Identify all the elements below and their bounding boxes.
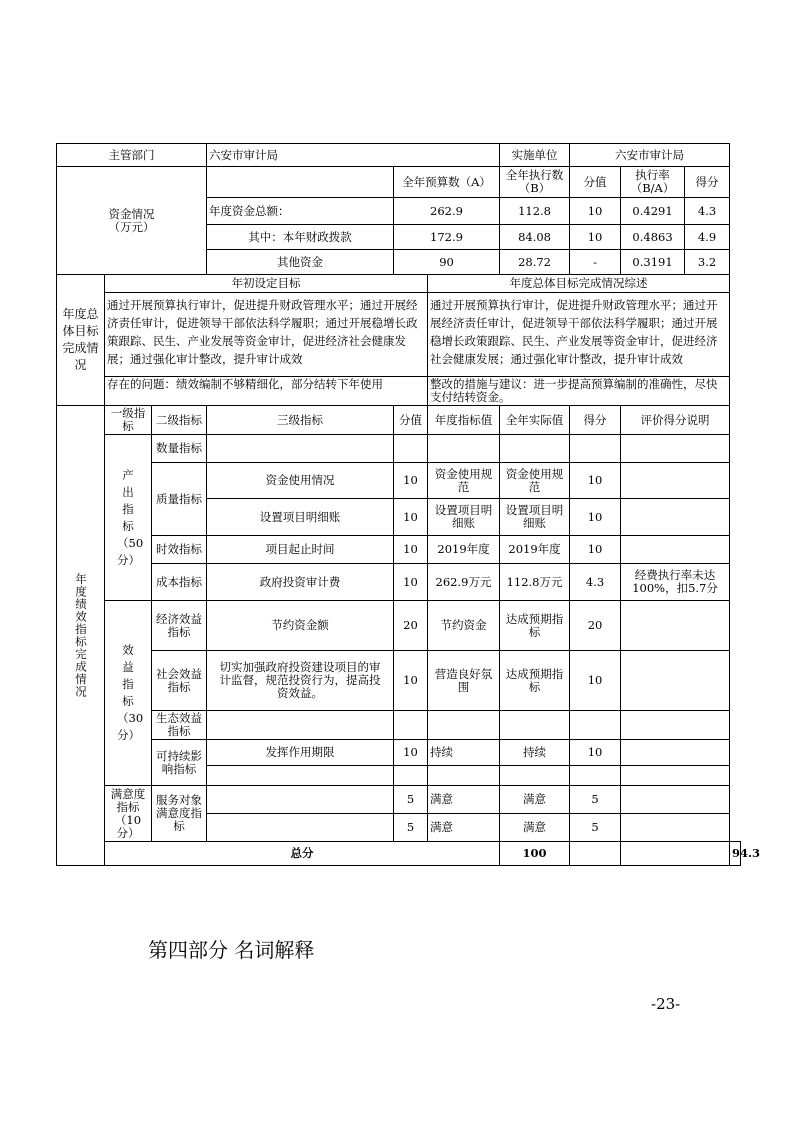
performance-table-container: [56, 143, 761, 866]
benefit-row-actual: 持续: [500, 740, 570, 766]
output-row-actual: 112.8万元: [500, 564, 570, 601]
sat-row-target: 满意: [428, 786, 500, 814]
initial-header: 年初设定目标: [105, 275, 428, 293]
output-quantity-row: [57, 435, 741, 463]
benefit-row-score: 10: [570, 740, 621, 766]
funds-row-value: 10: [570, 225, 621, 250]
output-row-note: [621, 536, 730, 564]
total-row: [57, 842, 741, 866]
measures-text: 整改的措施与建议：进一步提高预算编制的准确性，尽快支付结转资金。: [428, 377, 730, 406]
sat-row-value: 5: [394, 786, 428, 814]
output-row-score: 10: [570, 536, 621, 564]
output-row: [57, 564, 741, 601]
page-number: -23-: [651, 995, 681, 1013]
impl-value: 六安市审计局: [570, 144, 730, 167]
benefit-label: 效益指标（30分）: [117, 643, 144, 742]
output-row-actual: 设置项目明细账: [500, 499, 570, 536]
benefit-row-score: 10: [570, 651, 621, 711]
benefit-row-target: 持续: [428, 740, 500, 766]
satisfaction-sub: 服务对象满意度指标: [152, 786, 207, 842]
benefit-label-cell: [105, 601, 152, 786]
funds-row-rate-score: [621, 225, 730, 250]
funds-row-score: 4.9: [697, 229, 717, 244]
funds-header-row: [57, 167, 741, 198]
output-row-target: 设置项目明细账: [428, 499, 500, 536]
hdr-level1: 一级指标: [105, 406, 152, 435]
hdr-value: 分值: [394, 406, 428, 435]
sat-row-actual: 满意: [500, 814, 570, 842]
col-budget: 全年预算数（A）: [394, 167, 500, 198]
output-row-target: 2019年度: [428, 536, 500, 564]
output-row-value: 10: [394, 564, 428, 601]
funds-blank-cell: [207, 167, 394, 198]
header-row: [57, 144, 741, 167]
benefit-row-target: 营造良好氛围: [428, 651, 500, 711]
funds-row-value: -: [570, 250, 621, 275]
quantity-label: 数量指标: [152, 435, 207, 463]
funds-row-score: 3.2: [697, 254, 717, 269]
benefit-row-name: 发挥作用期限: [207, 740, 394, 766]
economic-label: 经济效益指标: [152, 601, 207, 651]
timeliness-label: 时效指标: [152, 536, 207, 564]
funds-row-budget: 172.9: [394, 225, 500, 250]
output-row-name: 资金使用情况: [207, 463, 394, 499]
benefit-row-name: 节约资金额: [207, 601, 394, 651]
funds-row-name: 年度资金总额：: [207, 198, 394, 225]
section-title: 第四部分 名词解释: [148, 938, 315, 962]
goals-header-row: [57, 275, 741, 293]
benefit-row: [57, 601, 741, 651]
funds-row-rate: 0.3191: [621, 250, 685, 274]
col-score: 得分: [695, 174, 719, 189]
sat-row-actual: 满意: [500, 786, 570, 814]
hdr-score: 得分: [570, 406, 621, 435]
satisfaction-row: [57, 786, 741, 814]
perf-header-row: [57, 406, 741, 435]
output-row-note: [621, 499, 730, 536]
benefit-row-value: 10: [394, 651, 428, 711]
funds-row-exec: 28.72: [500, 250, 570, 275]
impl-label: 实施单位: [500, 144, 570, 167]
benefit-row-actual: 达成预期指标: [500, 651, 570, 711]
benefit-row-name: 切实加强政府投资建设项目的审计监督，规范投资行为，提高投资效益。: [207, 651, 394, 711]
cost-label: 成本指标: [152, 564, 207, 601]
funds-row-exec: 84.08: [500, 225, 570, 250]
satisfaction-label: 满意度指标（10分）: [105, 786, 152, 842]
benefit-row-value: 10: [394, 740, 428, 766]
output-row-value: 10: [394, 499, 428, 536]
benefit-row-score: 20: [570, 601, 621, 651]
sustainable-label: 可持续影响指标: [152, 740, 207, 786]
hdr-level3: 三级指标: [207, 406, 394, 435]
col-exec: 全年执行数（B）: [500, 167, 570, 198]
benefit-row: [57, 740, 741, 766]
summary-header: 年度总体目标完成情况综述: [428, 275, 730, 293]
goals-problem-row: [57, 377, 741, 406]
benefit-ecological-row: [57, 711, 741, 740]
goals-text-row: [57, 293, 741, 377]
funds-row-rate-score: [621, 198, 730, 225]
summary-text: 通过开展预算执行审计，促进提升财政管理水平；通过开展经济责任审计，促进领导干部依法科学履职；通过开展稳增长政策跟踪、民生、产业发展等资金审计，促进经济社会健康发展；通过强化审计整改，提升审计成效: [428, 293, 730, 377]
output-row-value: 10: [394, 463, 428, 499]
output-row-target: 262.9万元: [428, 564, 500, 601]
dept-value: 六安市审计局: [207, 144, 500, 167]
output-row-name: 设置项目明细账: [207, 499, 394, 536]
benefit-row-target: 节约资金: [428, 601, 500, 651]
total-label: 总分: [105, 842, 500, 866]
output-row-score: 10: [570, 463, 621, 499]
funds-row-value: 10: [570, 198, 621, 225]
funds-row-name: 其他资金: [207, 250, 394, 275]
output-row-note: [621, 463, 730, 499]
output-row: [57, 536, 741, 564]
col-rate: 执行率（B/A）: [621, 167, 685, 197]
problems-text: 存在的问题：绩效编制不够精细化，部分结转下年使用: [105, 377, 428, 406]
output-row-name: 项目起止时间: [207, 536, 394, 564]
output-row-name: 政府投资审计费: [207, 564, 394, 601]
performance-evaluation-table: [56, 143, 761, 866]
funds-row-exec: 112.8: [500, 198, 570, 225]
total-score: 94.3: [730, 842, 741, 866]
benefit-row-value: 20: [394, 601, 428, 651]
output-label: 产出指标（50分）: [117, 467, 144, 567]
goals-label-cell: [57, 275, 105, 406]
output-row-score: 4.3: [570, 564, 621, 601]
funds-row-budget: 262.9: [394, 198, 500, 225]
funds-row-name: 其中：本年财政拨款: [207, 225, 394, 250]
sat-row-target: 满意: [428, 814, 500, 842]
ecological-label: 生态效益指标: [152, 711, 207, 740]
col-score-value: 分值: [570, 167, 621, 198]
output-row-value: 10: [394, 536, 428, 564]
output-row-actual: 2019年度: [500, 536, 570, 564]
quality-label: 质量指标: [152, 463, 207, 536]
hdr-target: 年度指标值: [428, 406, 500, 435]
output-row-actual: 资金使用规范: [500, 463, 570, 499]
funds-row-score: 4.3: [697, 203, 717, 218]
total-value: 100: [500, 842, 570, 866]
sat-row-score: 5: [570, 786, 621, 814]
output-row-target: 资金使用规范: [428, 463, 500, 499]
hdr-level2: 二级指标: [152, 406, 207, 435]
perf-label-cell: [57, 406, 105, 866]
hdr-actual: 全年实际值: [500, 406, 570, 435]
funds-label: 资金情况 （万元）: [57, 167, 207, 275]
sat-row-value: 5: [394, 814, 428, 842]
output-row-score: 10: [570, 499, 621, 536]
funds-row-rate: 0.4863: [621, 225, 685, 249]
col-rate-score: [621, 167, 730, 198]
output-row-note: 经费执行率未达100%，扣5.7分: [621, 564, 730, 601]
output-row: [57, 463, 741, 499]
goals-label: 年度总体目标完成情况: [62, 307, 99, 372]
initial-text: 通过开展预算执行审计，促进提升财政管理水平；通过开展经济责任审计，促进领导干部依法科学履职；通过开展稳增长政策跟踪、民生、产业发展等资金审计，促进经济社会健康发展；通过强化审计整改，提升审计成效: [105, 293, 428, 377]
perf-label: 年度绩效指标完成情况: [74, 573, 88, 698]
benefit-row-actual: 达成预期指标: [500, 601, 570, 651]
sat-row-score: 5: [570, 814, 621, 842]
funds-row-budget: 90: [394, 250, 500, 275]
benefit-row: [57, 651, 741, 711]
hdr-note: 评价得分说明: [621, 406, 730, 435]
dept-label: 主管部门: [57, 144, 207, 167]
funds-row-rate: 0.4291: [621, 198, 685, 224]
output-label-cell: [105, 435, 152, 601]
social-label: 社会效益指标: [152, 651, 207, 711]
funds-row-rate-score: [621, 250, 730, 275]
